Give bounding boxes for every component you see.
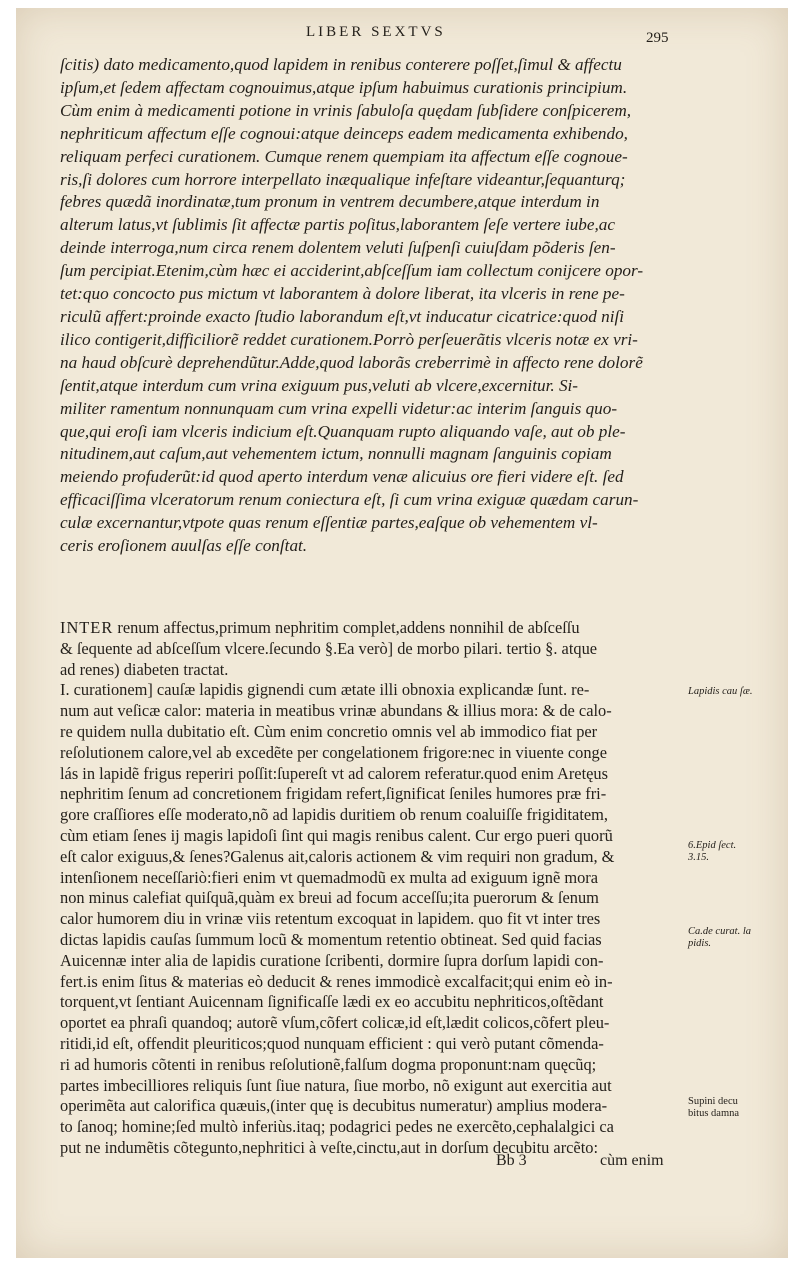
catchword: cùm enim: [600, 1152, 664, 1169]
commentary-line: gore craſſiores eſſe moderato,nõ ad lapidis duritiem ob renum coaluiſſe frigiditatem,: [60, 805, 608, 825]
text-line: efficaciſſima vlceratorum renum coniectura eſt, ſi cum vrina exiguæ quædam carun-: [60, 490, 639, 510]
commentary-line: Auicennæ inter alia de lapidis curatione ſcribenti, dormire ſupra dorſum lapidi con-: [60, 950, 604, 970]
commentary-line: dictas lapidis cauſas ſummum locũ & momentum retentio obtineat. Sed quid facias: [60, 929, 602, 949]
text-line: nitudinem,aut caſum,aut vehementem ictum, nonnulli magnam ſanguinis copiam: [60, 444, 612, 464]
intro-lead-word: INTER: [60, 618, 114, 637]
text-line: militer ramentum nonnunquam cum vrina expelli videtur:ac interim ſanguis quo-: [60, 398, 618, 418]
signature-mark: Bb 3: [496, 1152, 527, 1169]
page-header: [16, 20, 788, 50]
commentary-line: ritidi,id eſt, offendit pleuriticos;quod nunquam efficient : qui verò putant cõmenda-: [60, 1033, 604, 1053]
commentary-line: intenſionem neceſſariò:fieri enim vt quemadmodũ ex multa ad exiguum ignẽ mora: [60, 867, 599, 887]
commentary-line: cùm etiam ſenes ij magis lapidoſi ſint qui magis renibus calent. Cur ergo pueri quorũ: [60, 825, 613, 845]
text-line: ſcitis) dato medicamento,quod lapidem in renibus conterere poſſet,ſimul & affectu: [60, 55, 622, 74]
commentary-line: put ne indumẽtis cõteguntо,nephritici à veſte,cinctu,aut in dorſum decubitu arcẽto:: [60, 1137, 599, 1157]
marginal-note: 6.Epid ſect. 3.15.: [688, 840, 737, 863]
intro-text: renum affectus,primum nephritim complet,addens nonnihil de abſceſſu: [117, 618, 580, 637]
running-title: LIBER SEXTVS: [306, 24, 446, 40]
commentary-line: non minus calefiat quiſquã,quàm ex breui ad focum acceſſu;ita puerorum & ſenum: [60, 888, 599, 908]
text-line: ipſum,et ſedem affectam cognouimus,atque ipſum habuimus curationis principium.: [60, 77, 628, 97]
commentary-line: partes imbecilliores reliquis ſunt ſiue natura, ſiue morbo, nõ exigunt aut exercitia aut: [60, 1075, 612, 1095]
italic-text-block: [60, 54, 700, 558]
marginal-note: Ca.de curat. la pidis.: [688, 926, 751, 949]
text-line: tet:quo concocto pus mictum vt laborantem à dolore liberat, ita vlceris in rene pe-: [60, 284, 625, 304]
commentary-line: lás in lapidẽ frigus reperiri poſſit:ſupereſt vt ad calorem referatur.quod enim Aretęus: [60, 763, 608, 783]
text-line: ceris eroſionem auulſas eſſe conſtat.: [60, 536, 308, 556]
commentary-line: torquent,vt ſentiant Auicennam ſignificaſſe lædi ex eo accubitu nephriticos,oſtẽdant: [60, 992, 604, 1012]
text-line: reliquam perfeci curationem. Cumque renem quempiam ita affectum eſſe cognoue-: [60, 146, 628, 166]
text-line: ilico contigerit,difficiliorẽ reddet curationem.Porrò perſeuerãtis vlceris notæ ex vri-: [60, 329, 638, 349]
commentary-line: re quidem nulla dubitatio eſt. Cùm enim concretio omnis vel ab immodico fiat per: [60, 721, 598, 741]
text-line: alterum latus,vt ſublimis ſit affectæ partis poſitus,laborantem ſeſe vertere iube,ac: [60, 215, 616, 235]
text-line: ſentit,atque interdum cum vrina exiguum pus,veluti ab vlcere,excernitur. Si-: [60, 375, 579, 395]
text-line: riculũ affert:proinde exacto ſtudio laborandum eſt,vt inducatur cicatrice:quod niſi: [60, 306, 625, 326]
text-line: Cùm enim à medicamenti potione in vrinis ſabuloſa quędam ſubſidere conſpicerem,: [60, 100, 632, 120]
commentary-block: [60, 618, 700, 1159]
text-line: nephriticum affectum eſſe cognoui:atque deinceps eadem medicamenta exhibendo,: [60, 123, 628, 143]
commentary-intro-line: [60, 618, 700, 639]
commentary-line: ri ad humoris cõtenti in renibus reſolutionẽ,falſum dogma proponunt:nam quęcũq;: [60, 1054, 597, 1074]
text-line: meiendo profuderũt:id quod aperto interdum venæ alicuius ore fieri videre eſt. ſed: [60, 467, 624, 487]
text-line: que,qui eroſi iam vlceris indicium eſt.Quanquam rupto aliquando vaſe, aut ob ple-: [60, 421, 626, 441]
text-line: na haud obſcurè deprehendũtur.Adde,quod laborãs creberrimè in affecto rene dolorẽ: [60, 352, 643, 372]
commentary-intro-line: & ſequente ad abſceſſum vlcere.ſecundo §.Ea verò] de morbo pilari. tertio §. atque: [60, 638, 598, 658]
commentary-line: oportet ea phraſi quandoq; autorẽ vſum,cõfert colicæ,id eſt,lædit colicos,cõfert pleu-: [60, 1013, 610, 1033]
marginal-note: Lapidis cau ſæ.: [688, 686, 753, 697]
commentary-line: fert.is enim ſitus & materias eò deducit & renes immodicè excalfacit;qui enim eò in-: [60, 971, 613, 991]
commentary-line: num aut veſicæ calor: materia in meatibus vrinæ abundans & illius mora: & de calo-: [60, 701, 612, 721]
book-page: [16, 8, 788, 1258]
commentary-line: to ſanoq; homine;ſed multò inferiùs.itaq; podagrici pedes ne exercẽto,cephalalgici ca: [60, 1117, 614, 1137]
commentary-intro-line: ad renes) diabeten tractat.: [60, 659, 229, 679]
commentary-line: I. curationem] cauſæ lapidis gignendi cum ætate illi obnoxia explicandæ ſunt. re-: [60, 680, 590, 700]
commentary-line: reſolutionem calore,vel ab excedẽte per congelationem frigore:nec in viuente conge: [60, 742, 608, 762]
marginal-note: Supini decu bitus damna: [688, 1096, 740, 1119]
commentary-line: nephritim ſenum ad concretionem frigidam refert,ſignificat ſeniles humores præ fri-: [60, 784, 607, 804]
commentary-line: calor humorem diu in vrinæ viis retentum excoquat in lapidem. quo fit vt inter tres: [60, 909, 601, 929]
text-line: ſum percipiat.Etenim,cùm hæc ei acciderint,abſceſſum iam collectum conijcere opor-: [60, 261, 644, 281]
commentary-line: operimẽta aut calorifica quæuis,(inter quę is decubitus numeratur) amplius modera-: [60, 1096, 608, 1116]
text-line: febres quædã inordinatæ,tum pronum in ventrem decumbere,atque interdum in: [60, 192, 600, 212]
page-number: 295: [646, 30, 669, 46]
text-line: culæ excernantur,vtpote quas renum eſſentiæ partes,eaſque ob vehementem vl-: [60, 513, 598, 533]
text-line: ris,ſi dolores cum horrore interpellato inæqualique infeſtare videantur,ſequanturq;: [60, 169, 626, 189]
text-line: deinde interroga,num circa renem dolentem veluti ſuſpenſi cuiuſdam põderis ſen-: [60, 238, 616, 258]
commentary-line: eſt calor exiguus,& ſenes?Galenus ait,caloris actionem & vim requiri non gradum, &: [60, 846, 615, 866]
